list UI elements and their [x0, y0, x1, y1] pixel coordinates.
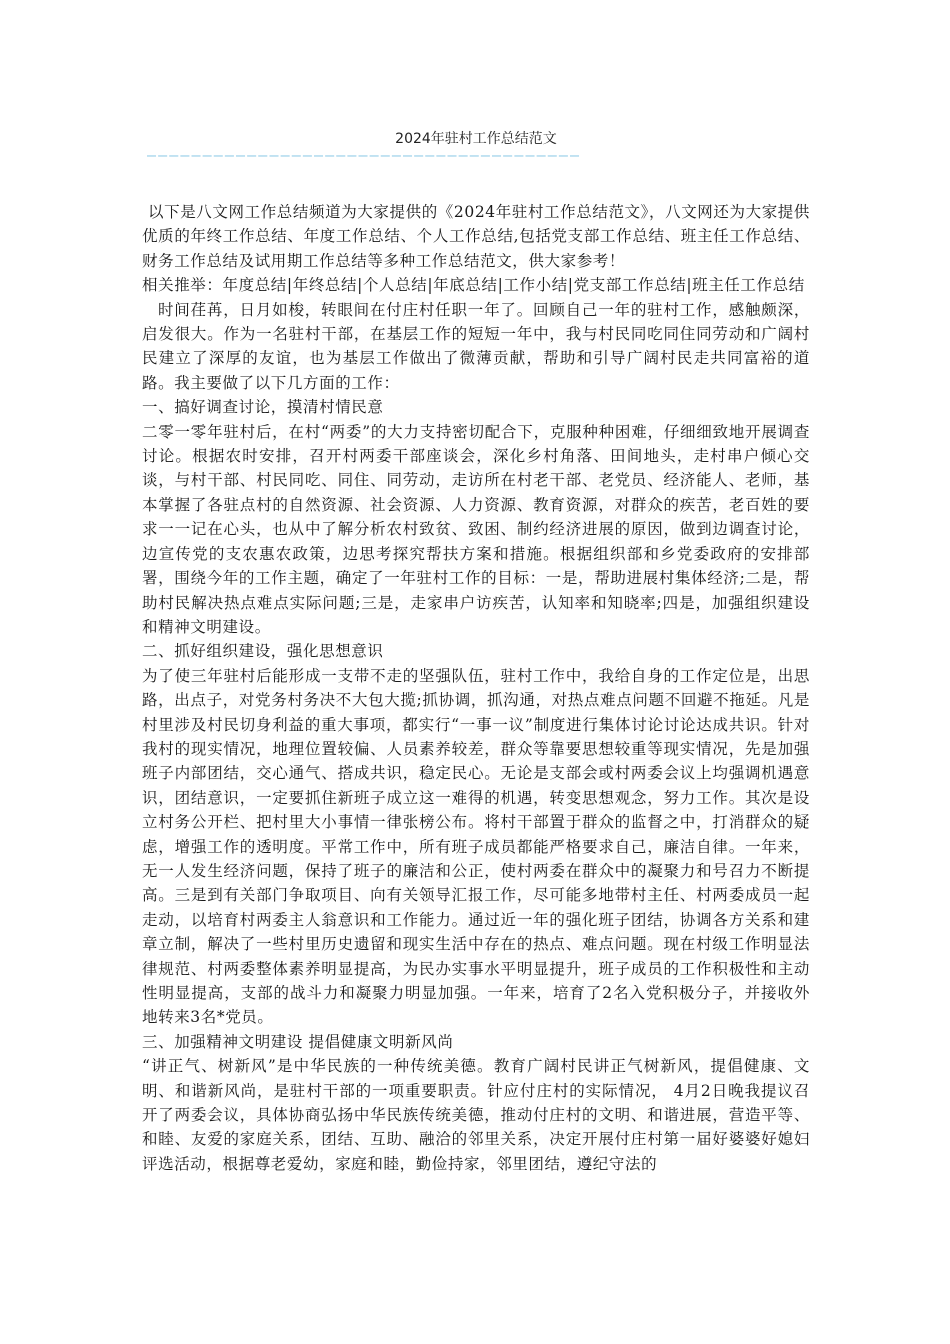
- paragraph: 时间荏苒，日月如梭，转眼间在付庄村任职一年了。回顾自己一年的驻村工作，感触颇深，启发很大。作为一名驻村干部，在基层工作的短短一年中，我与村民同吃同住同劳动和广阔村民建立了深厚的友谊，也为基层工作做出了微薄贡献，帮助和引导广阔村民走共同富裕的道路。我主要做了以下几方面的工作：: [142, 300, 810, 392]
- paragraph: 二零一零年驻村后，在村“两委”的大力支持密切配合下，克服种种困难，仔细细致地开展调查讨论。根据农时安排，召开村两委干部座谈会，深化乡村角落、田间地头，走村串户倾心交谈，与村干部、村民同吃、同住、同劳动，走访所在村老干部、老党员、经济能人、老师，基本掌握了各驻点村的自然资源、社会资源、人力资源、教育资源，对群众的疾苦，老百姓的要求一一记在心头，也从中了解分析农村致贫、致困、制约经济进展的原因，做到边调查讨论，边宣传党的支农惠农政策，边思考探究帮扶方案和措施。根据组织部和乡党委政府的安排部署，围绕今年的工作主题，确定了一年驻村工作的目标：一是，帮助进展村集体经济;二是，帮助村民解决热点难点实际问题;三是，走家串户访疾苦，认知率和知晓率;四是，加强组织建设和精神文明建设。: [142, 422, 810, 636]
- document-body: [142, 200, 810, 1176]
- paragraph: 相关推举：年度总结|年终总结|个人总结|年底总结|工作小结|党支部工作总结|班主任工作总结: [142, 276, 805, 295]
- paragraph: 为了使三年驻村后能形成一支带不走的坚强队伍，驻村工作中，我给自身的工作定位是，出思路，出点子，对党务村务决不大包大揽;抓协调，抓沟通，对热点难点问题不回避不拖延。凡是村里涉及村民切身利益的重大事项，都实行“一事一议”制度进行集体讨论讨论达成共识。针对我村的现实情况，地理位置较偏、人员素养较差，群众等靠要思想较重等现实情况，先是加强班子内部团结，交心通气、搭成共识，稳定民心。无论是支部会或村两委会议上均强调机遇意识，团结意识，一定要抓住新班子成立这一难得的机遇，转变思想观念，努力工作。其次是设立村务公开栏、把村里大小事情一律张榜公布。将村干部置于群众的监督之中，打消群众的疑虑，增强工作的透明度。平常工作中，所有班子成员都能严格要求自己，廉洁自律。一年来，无一人发生经济问题，保持了班子的廉洁和公正，使村两委在群众中的凝聚力和号召力不断提高。三是到有关部门争取项目、向有关领导汇报工作，尽可能多地带村主任、村两委成员一起走动，以培育村两委主人翁意识和工作能力。通过近一年的强化班子团结，协调各方关系和建章立制，解决了一些村里历史遗留和现实生活中存在的热点、难点问题。现在村级工作明显法律规范、村两委整体素养明显提高，为民办实事水平明显提升，班子成员的工作积极性和主动性明显提高，支部的战斗力和凝聚力明显加强。一年来，培育了2名入党积极分子，并接收外地转来3名*党员。: [142, 666, 810, 1027]
- document-title: 2024年驻村工作总结范文: [395, 131, 557, 147]
- paragraph: 以下是八文网工作总结频道为大家提供的《2024年驻村工作总结范文》，八文网还为大家提供优质的年终工作总结、年度工作总结、个人工作总结,包括党支部工作总结、班主任工作总结、财务工作总结及试用期工作总结等多种工作总结范文，供大家参考！: [142, 203, 810, 270]
- paragraph: 二、抓好组织建设，强化思想意识: [142, 642, 384, 661]
- paragraph: “讲正气、树新风”是中华民族的一种传统美德。教育广阔村民讲正气树新风，提倡健康、文明、和谐新风尚，是驻村干部的一项重要职责。针应付庄村的实际情况， 4月2日晚我提议召开了两委会议，具体协商弘扬中华民族传统美德，推动付庄村的文明、和谐进展，营造平等、和睦、友爱的家庭关系，团结、互助、融洽的邻里关系，决定开展付庄村第一届好婆婆好媳妇评选活动，根据尊老爱幼，家庭和睦，勤俭持家，邻里团结，遵纪守法的: [142, 1057, 810, 1173]
- paragraph: 一、搞好调查讨论，摸清村情民意: [142, 398, 384, 417]
- paragraph: 三、加强精神文明建设 提倡健康文明新风尚: [142, 1032, 454, 1051]
- title-separator: ———————————————————————————————————————: [147, 146, 582, 164]
